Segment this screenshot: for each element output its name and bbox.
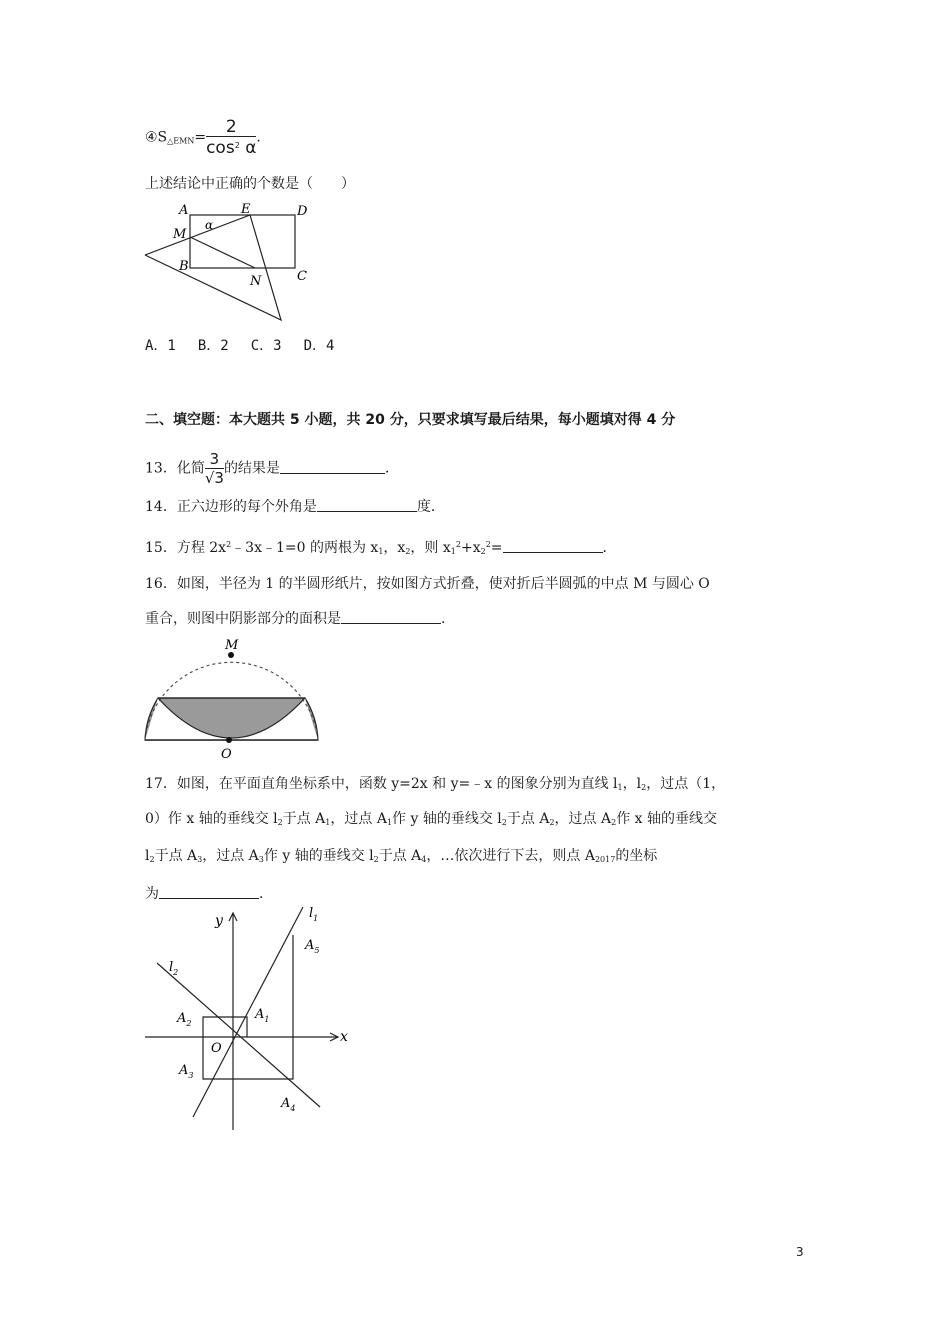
q14-answer-blank	[317, 497, 417, 512]
svg-text:M: M	[225, 638, 239, 653]
page-number: 3	[796, 1245, 804, 1259]
option-a: A．1	[145, 338, 176, 354]
svg-text:B: B	[179, 259, 189, 274]
svg-text:y: y	[215, 913, 223, 929]
option-b: B．2	[197, 338, 229, 354]
q15: 15．方程 $2x^2﹣3x﹣1=0$ 的两根为 $x_1$，$x_2$，则 $x_1^2+x_2^2=$ ．	[145, 540, 617, 556]
a-path	[203, 935, 293, 1079]
svg-text:O: O	[211, 1041, 222, 1056]
svg-text:α: α	[205, 218, 214, 232]
segment-mn	[190, 237, 255, 268]
q16-figure	[143, 638, 323, 762]
svg-text:C: C	[297, 269, 307, 284]
q16-answer-blank	[341, 609, 441, 624]
svg-text:A1: $A_1$	[255, 1007, 270, 1024]
svg-text:M: M	[173, 227, 187, 242]
q12-options	[145, 336, 334, 356]
line-l2	[157, 963, 320, 1107]
section-2-title: 二、填空题：本大题共 5 小题，共 20 分，只要求填写最后结果，每小题填对得 4 分	[145, 412, 676, 428]
svg-text:A3: $A_3$	[179, 1063, 194, 1080]
q12-fraction: $\frac{2}{\cos^2 \alpha}$	[206, 117, 257, 158]
q13-answer-blank	[280, 459, 385, 474]
line-l1	[193, 907, 303, 1117]
svg-text:A4: $A_4$	[281, 1096, 296, 1113]
q13-fraction: $\frac{3}{√3}$	[204, 450, 224, 487]
q12-item4: $④S_{\triangle EMN}=$ $\frac{2}{\cos^2 \alpha}$ .	[145, 117, 261, 158]
point-o	[226, 737, 232, 743]
q12-figure	[143, 200, 313, 325]
q14: 14．正六边形的每个外角是 度．	[145, 499, 445, 515]
q17-line-2: 0）作 x 轴的垂线交 $l_2$于点 $A_1$，过点 $A_1$作 y 轴的垂线交 $l_2$于点 $A_2$，过点 $A_2$作 x 轴的垂线交	[145, 811, 717, 827]
svg-text:O: O	[221, 747, 232, 762]
q16-line-1: 16．如图，半径为 1 的半圆形纸片，按如图方式折叠，使对折后半圆弧的中点 M 与圆心 O	[145, 576, 710, 592]
q17-answer-blank	[159, 884, 259, 899]
q15-answer-blank	[503, 538, 603, 553]
svg-text:D: D	[297, 204, 308, 219]
q17-line-3: $l_2$于点 $A_3$，过点 $A_3$作 y 轴的垂线交 $l_2$于点 $A_4$，…依次进行下去，则点 $A_{2017}$的坐标	[145, 848, 658, 864]
option-d: D．4	[303, 338, 335, 354]
q16-line-2: 重合，则图中阴影部分的面积是 ．	[145, 611, 455, 627]
svg-text:l2: $l_2$	[169, 960, 179, 977]
q17-figure	[143, 905, 358, 1135]
svg-text:A2: $A_2$	[177, 1011, 192, 1028]
svg-text:E: E	[241, 202, 251, 217]
svg-text:l1: $l_1$	[309, 906, 319, 923]
q17-line-1: 17．如图，在平面直角坐标系中，函数 y=2x 和 y=﹣x 的图象分别为直线 $l_1$，$l_2$，过点（1，	[145, 776, 726, 792]
q17-line-4: 为 ．	[145, 886, 273, 902]
q13: 13．化简 $\frac{3}{√3}$ 的结果是 ．	[145, 450, 399, 487]
q12-question: 上述结论中正确的个数是（ ）	[145, 176, 355, 192]
svg-text:A5: $A_5$	[305, 938, 320, 955]
svg-text:A: A	[179, 203, 189, 218]
svg-text:x: x	[340, 1029, 348, 1045]
svg-text:N: N	[250, 274, 262, 289]
option-c: C．3	[250, 338, 282, 354]
